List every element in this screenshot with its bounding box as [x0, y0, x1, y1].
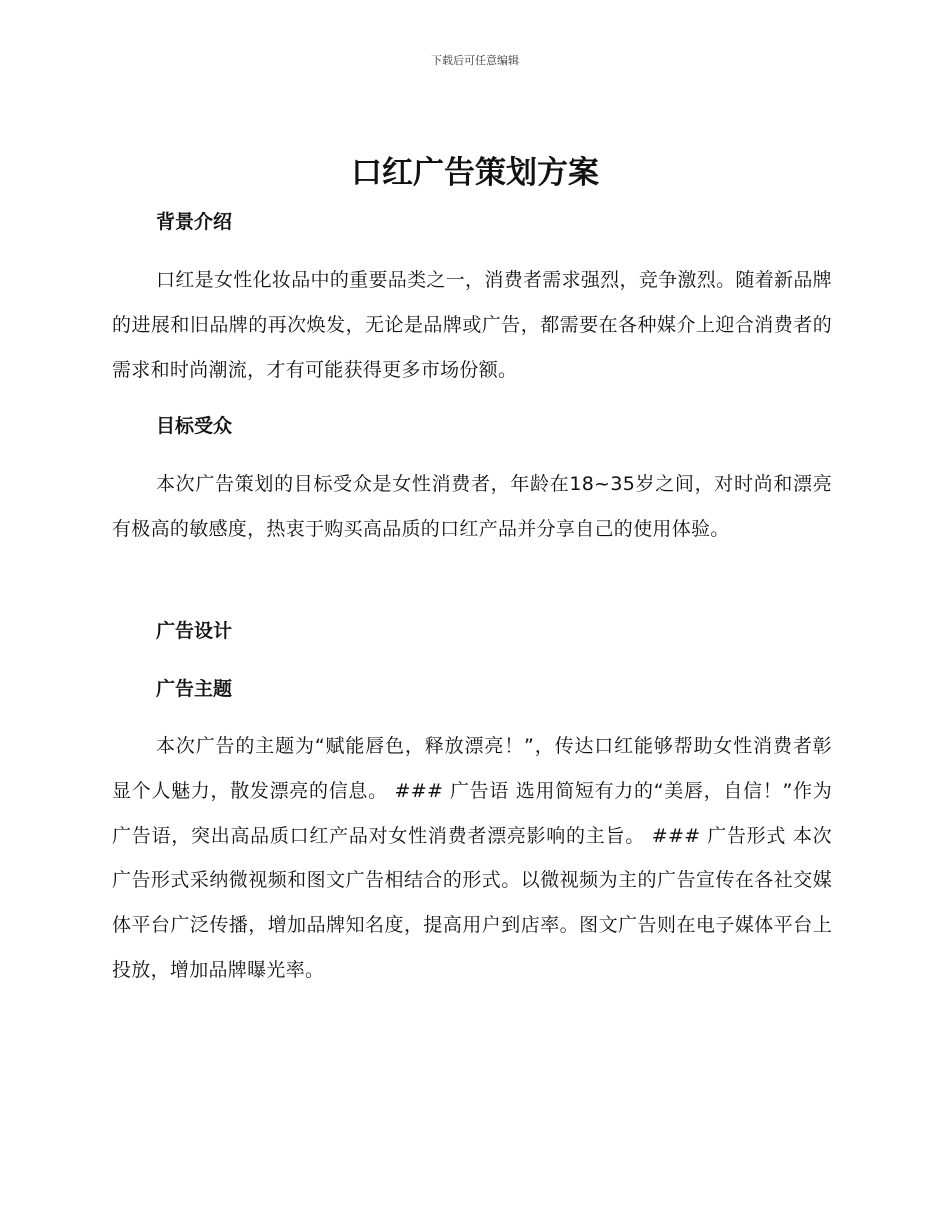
paragraph-ad-theme: 本次广告的主题为“赋能唇色，释放漂亮！”，传达口红能够帮助女性消费者彰显个人魅力，散发漂亮的信息。 ### 广告语 选用简短有力的“美唇，自信！”作为广告语，突出高品质口红产品对女性消费者漂亮影响的主旨。 ### 广告形式 本次广告形式采纳微视频和图文广告相结合的形式。以微视频为主的广告宣传在各社交媒体平台广泛传播，增加品牌知名度，提高用户到店率。图文广告则在电子媒体平台上投放，增加品牌曝光率。: [112, 735, 832, 981]
section-heading-background: 背景介绍: [156, 211, 233, 233]
page-header-note: 下载后可任意编辑: [431, 54, 519, 67]
paragraph-target-audience: 本次广告策划的目标受众是女性消费者，年龄在18~35岁之间，对时尚和漂亮有极高的敏感度，热衷于购买高品质的口红产品并分享自己的使用体验。: [112, 473, 832, 540]
paragraph-background: 口红是女性化妆品中的重要品类之一，消费者需求强烈，竞争激烈。随着新品牌的进展和旧品牌的再次焕发，无论是品牌或广告，都需要在各种媒介上迎合消费者的需求和时尚潮流，才有可能获得更多市场份额。: [112, 269, 832, 381]
document-title: 口红广告策划方案: [351, 155, 599, 191]
section-heading-ad-design: 广告设计: [156, 620, 233, 642]
section-heading-target-audience: 目标受众: [156, 415, 233, 437]
section-heading-ad-theme: 广告主题: [156, 678, 233, 700]
